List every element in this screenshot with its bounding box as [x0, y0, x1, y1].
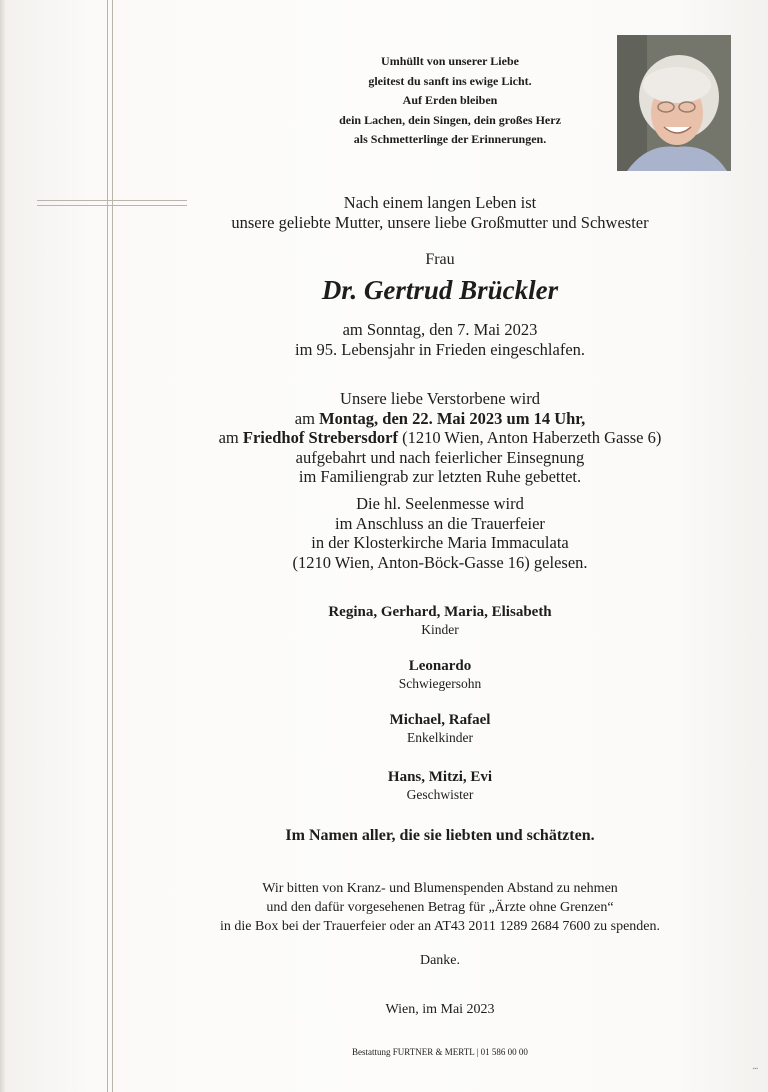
closing-line: Im Namen aller, die sie liebten und schätzten.	[285, 827, 595, 844]
poem	[300, 52, 600, 150]
place-date: Wien, im Mai 2023	[385, 1002, 495, 1017]
page-edge	[0, 0, 6, 1092]
funeral-date-prefix: am	[294, 408, 320, 428]
cross-vertical-line	[107, 0, 113, 1092]
funeral-date-line	[130, 409, 750, 429]
funeral-place-line	[130, 428, 750, 448]
mass-line: in der Klosterkirche Maria Immaculata	[311, 533, 569, 552]
request-line: in die Box bei der Trauerfeier oder an AT43 2011 1289 2684 7600 zu spenden.	[219, 919, 660, 934]
request-line: und den dafür vorgesehenen Betrag für „Ärzte ohne Grenzen“	[266, 900, 614, 915]
donation-request	[130, 879, 750, 936]
intro-line: unsere geliebte Mutter, unsere liebe Großmutter und Schwester	[231, 212, 649, 232]
family-role: Enkelkinder	[407, 730, 473, 745]
family-group	[130, 657, 750, 692]
death-line: im 95. Lebensjahr in Frieden eingeschlafen.	[294, 339, 586, 359]
intro	[130, 193, 750, 232]
mass-line: im Anschluss an die Trauerfeier	[335, 513, 545, 533]
family-names: Hans, Mitzi, Evi	[387, 769, 493, 785]
funeral-address: (1210 Wien, Anton Haberzeth Gasse 6)	[397, 428, 662, 447]
mass-line: (1210 Wien, Anton-Böck-Gasse 16) gelesen.	[292, 552, 588, 572]
salutation: Frau	[425, 251, 455, 268]
request-line: Wir bitten von Kranz- und Blumenspenden Abstand zu nehmen	[262, 881, 618, 896]
mass-info	[130, 494, 750, 572]
death-notice	[130, 320, 750, 359]
family-group	[130, 711, 750, 746]
death-line: am Sonntag, den 7. Mai 2023	[342, 320, 538, 339]
cross-intersection	[108, 201, 112, 205]
funeral-date: Montag, den 22. Mai 2023 um 14 Uhr,	[319, 408, 586, 428]
poem-line: Auf Erden bleiben	[402, 93, 498, 107]
intro-line: Nach einem langen Leben ist	[343, 193, 537, 212]
family-names: Leonardo	[408, 658, 472, 674]
poem-line: gleitest du sanft ins ewige Licht.	[368, 73, 532, 88]
portrait-photo	[617, 35, 731, 171]
funeral-info	[130, 389, 750, 487]
family-role: Kinder	[421, 622, 459, 637]
family-names: Regina, Gerhard, Maria, Elisabeth	[328, 604, 552, 620]
funeral-cemetery: Friedhof Strebersdorf	[242, 428, 398, 447]
mass-line: Die hl. Seelenmesse wird	[356, 494, 524, 513]
poem-line: als Schmetterlinge der Erinnerungen.	[353, 132, 547, 146]
family-group	[130, 603, 750, 638]
family-role: Geschwister	[406, 787, 474, 802]
funeral-line: aufgebahrt und nach feierlicher Einsegnung	[295, 447, 585, 467]
funeral-place-prefix: am	[218, 428, 243, 447]
funeral-home-footer: Bestattung FURTNER & MERTL | 01 586 00 00	[352, 1047, 528, 1057]
family-names: Michael, Rafael	[389, 712, 491, 728]
deceased-name: Dr. Gertrud Brückler	[321, 275, 559, 305]
poem-line: Umhüllt von unserer Liebe	[381, 54, 519, 68]
poem-line: dein Lachen, dein Singen, dein großes Herz	[339, 112, 561, 127]
family-group	[130, 768, 750, 803]
print-mark: ▪▪▪	[752, 1066, 758, 1072]
funeral-line: im Familiengrab zur letzten Ruhe gebettet.	[298, 467, 582, 486]
thanks: Danke.	[419, 953, 461, 968]
funeral-line: Unsere liebe Verstorbene wird	[340, 389, 540, 408]
family-role: Schwiegersohn	[398, 676, 482, 691]
